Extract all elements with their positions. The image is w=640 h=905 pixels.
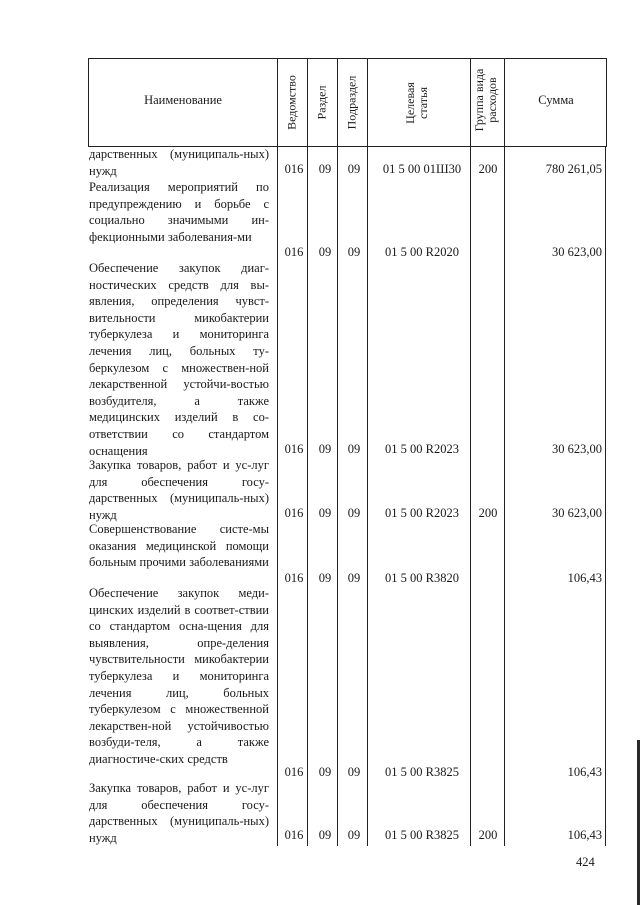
col-divider (307, 58, 308, 846)
row-gruppa: 200 (478, 162, 498, 176)
row-summa: 30 623,00 (552, 442, 602, 456)
row-name: Реализация мероприятий по предупреждению и борьбе с социально значимыми ин-фекционными заболевания-ми (89, 180, 269, 244)
row-razdel: 09 (318, 765, 332, 779)
row-summa: 30 623,00 (552, 245, 602, 259)
row-name: Закупка товаров, работ и ус-луг для обеспечения госу-дарственных (муниципаль-ных) нужд (89, 781, 269, 845)
col-divider (367, 58, 368, 846)
row-razdel: 09 (318, 162, 332, 176)
row-summa: 30 623,00 (552, 506, 602, 520)
header-gruppa-line1: Группа вида (472, 68, 486, 132)
page-number: 424 (576, 855, 595, 869)
table-left-border (88, 58, 89, 147)
row-razdel: 09 (318, 828, 332, 842)
row-summa: 106,43 (567, 765, 602, 779)
row-summa: 106,43 (567, 828, 602, 842)
row-gruppa: 200 (478, 828, 498, 842)
row-razdel: 09 (318, 245, 332, 259)
col-divider (337, 58, 338, 846)
row-podrazdel: 09 (347, 765, 361, 779)
row-celevaya: 01 5 00 R3825 (385, 828, 459, 842)
row-vedomstvo: 016 (284, 506, 304, 520)
row-celevaya: 01 5 00 R2020 (385, 245, 459, 259)
row-vedomstvo: 016 (284, 828, 304, 842)
header-podrazdel: Подраздел (344, 75, 359, 130)
row-podrazdel: 09 (347, 162, 361, 176)
header-name: Наименование (144, 93, 222, 107)
col-divider (605, 146, 606, 846)
row-vedomstvo: 016 (284, 765, 304, 779)
row-name: дарственных (муниципаль-ных) нужд (89, 147, 269, 178)
col-divider (504, 58, 505, 846)
header-gruppa-line2: расходов (485, 77, 499, 123)
row-summa: 106,43 (567, 571, 602, 585)
row-vedomstvo: 016 (284, 442, 304, 456)
header-celevaya-line1: Целевая (403, 82, 417, 124)
row-name: Закупка товаров, работ и ус-луг для обеспечения госу-дарственных (муниципаль-ных) нужд (89, 458, 269, 522)
row-podrazdel: 09 (347, 442, 361, 456)
header-gruppa (473, 55, 501, 145)
header-vedomstvo: Ведомство (284, 75, 299, 130)
row-gruppa: 200 (478, 506, 498, 520)
row-podrazdel: 09 (347, 828, 361, 842)
row-podrazdel: 09 (347, 506, 361, 520)
row-podrazdel: 09 (347, 571, 361, 585)
row-summa: 780 261,05 (545, 162, 602, 176)
row-celevaya: 01 5 00 R2023 (385, 506, 459, 520)
row-celevaya: 01 5 00 R2023 (385, 442, 459, 456)
row-vedomstvo: 016 (284, 245, 304, 259)
header-celevaya-line2: статья (416, 87, 430, 119)
table-right-border (606, 58, 607, 147)
row-name: Совершенствование систе-мы оказания медицинской помощи больным прочими заболеваниями (89, 522, 269, 570)
row-razdel: 09 (318, 442, 332, 456)
row-celevaya: 01 5 00 R3825 (385, 765, 459, 779)
row-vedomstvo: 016 (284, 162, 304, 176)
row-celevaya: 01 5 00 01Ш30 (382, 162, 462, 176)
header-celevaya (404, 58, 432, 148)
row-name: Обеспечение закупок меди-цинских изделий в соответ-ствии со стандартом осна-щения для выявления, опре-деления чувствительности микобактерии туберкулеза и мониторинга лечения лиц, больных туберкулезом с множественной лекарствен-ной устойчивостью возбуди-теля, а также диагностиче-ских средств (89, 586, 269, 766)
row-razdel: 09 (318, 506, 332, 520)
row-razdel: 09 (318, 571, 332, 585)
header-summa: Сумма (538, 93, 574, 107)
col-divider (277, 58, 278, 846)
row-vedomstvo: 016 (284, 571, 304, 585)
row-celevaya: 01 5 00 R3820 (385, 571, 459, 585)
header-razdel: Раздел (314, 85, 329, 120)
row-podrazdel: 09 (347, 245, 361, 259)
row-name: Обеспечение закупок диаг-ностических средств для вы-явления, определения чувст-вительности микобактерии туберкулеза и мониторинга лечения лиц, больных ту-беркулезом с множествен-ной лекарственной устойчи-востью возбудителя, а также медицинских изделий в со-ответствии со стандартом оснащения (89, 261, 269, 458)
